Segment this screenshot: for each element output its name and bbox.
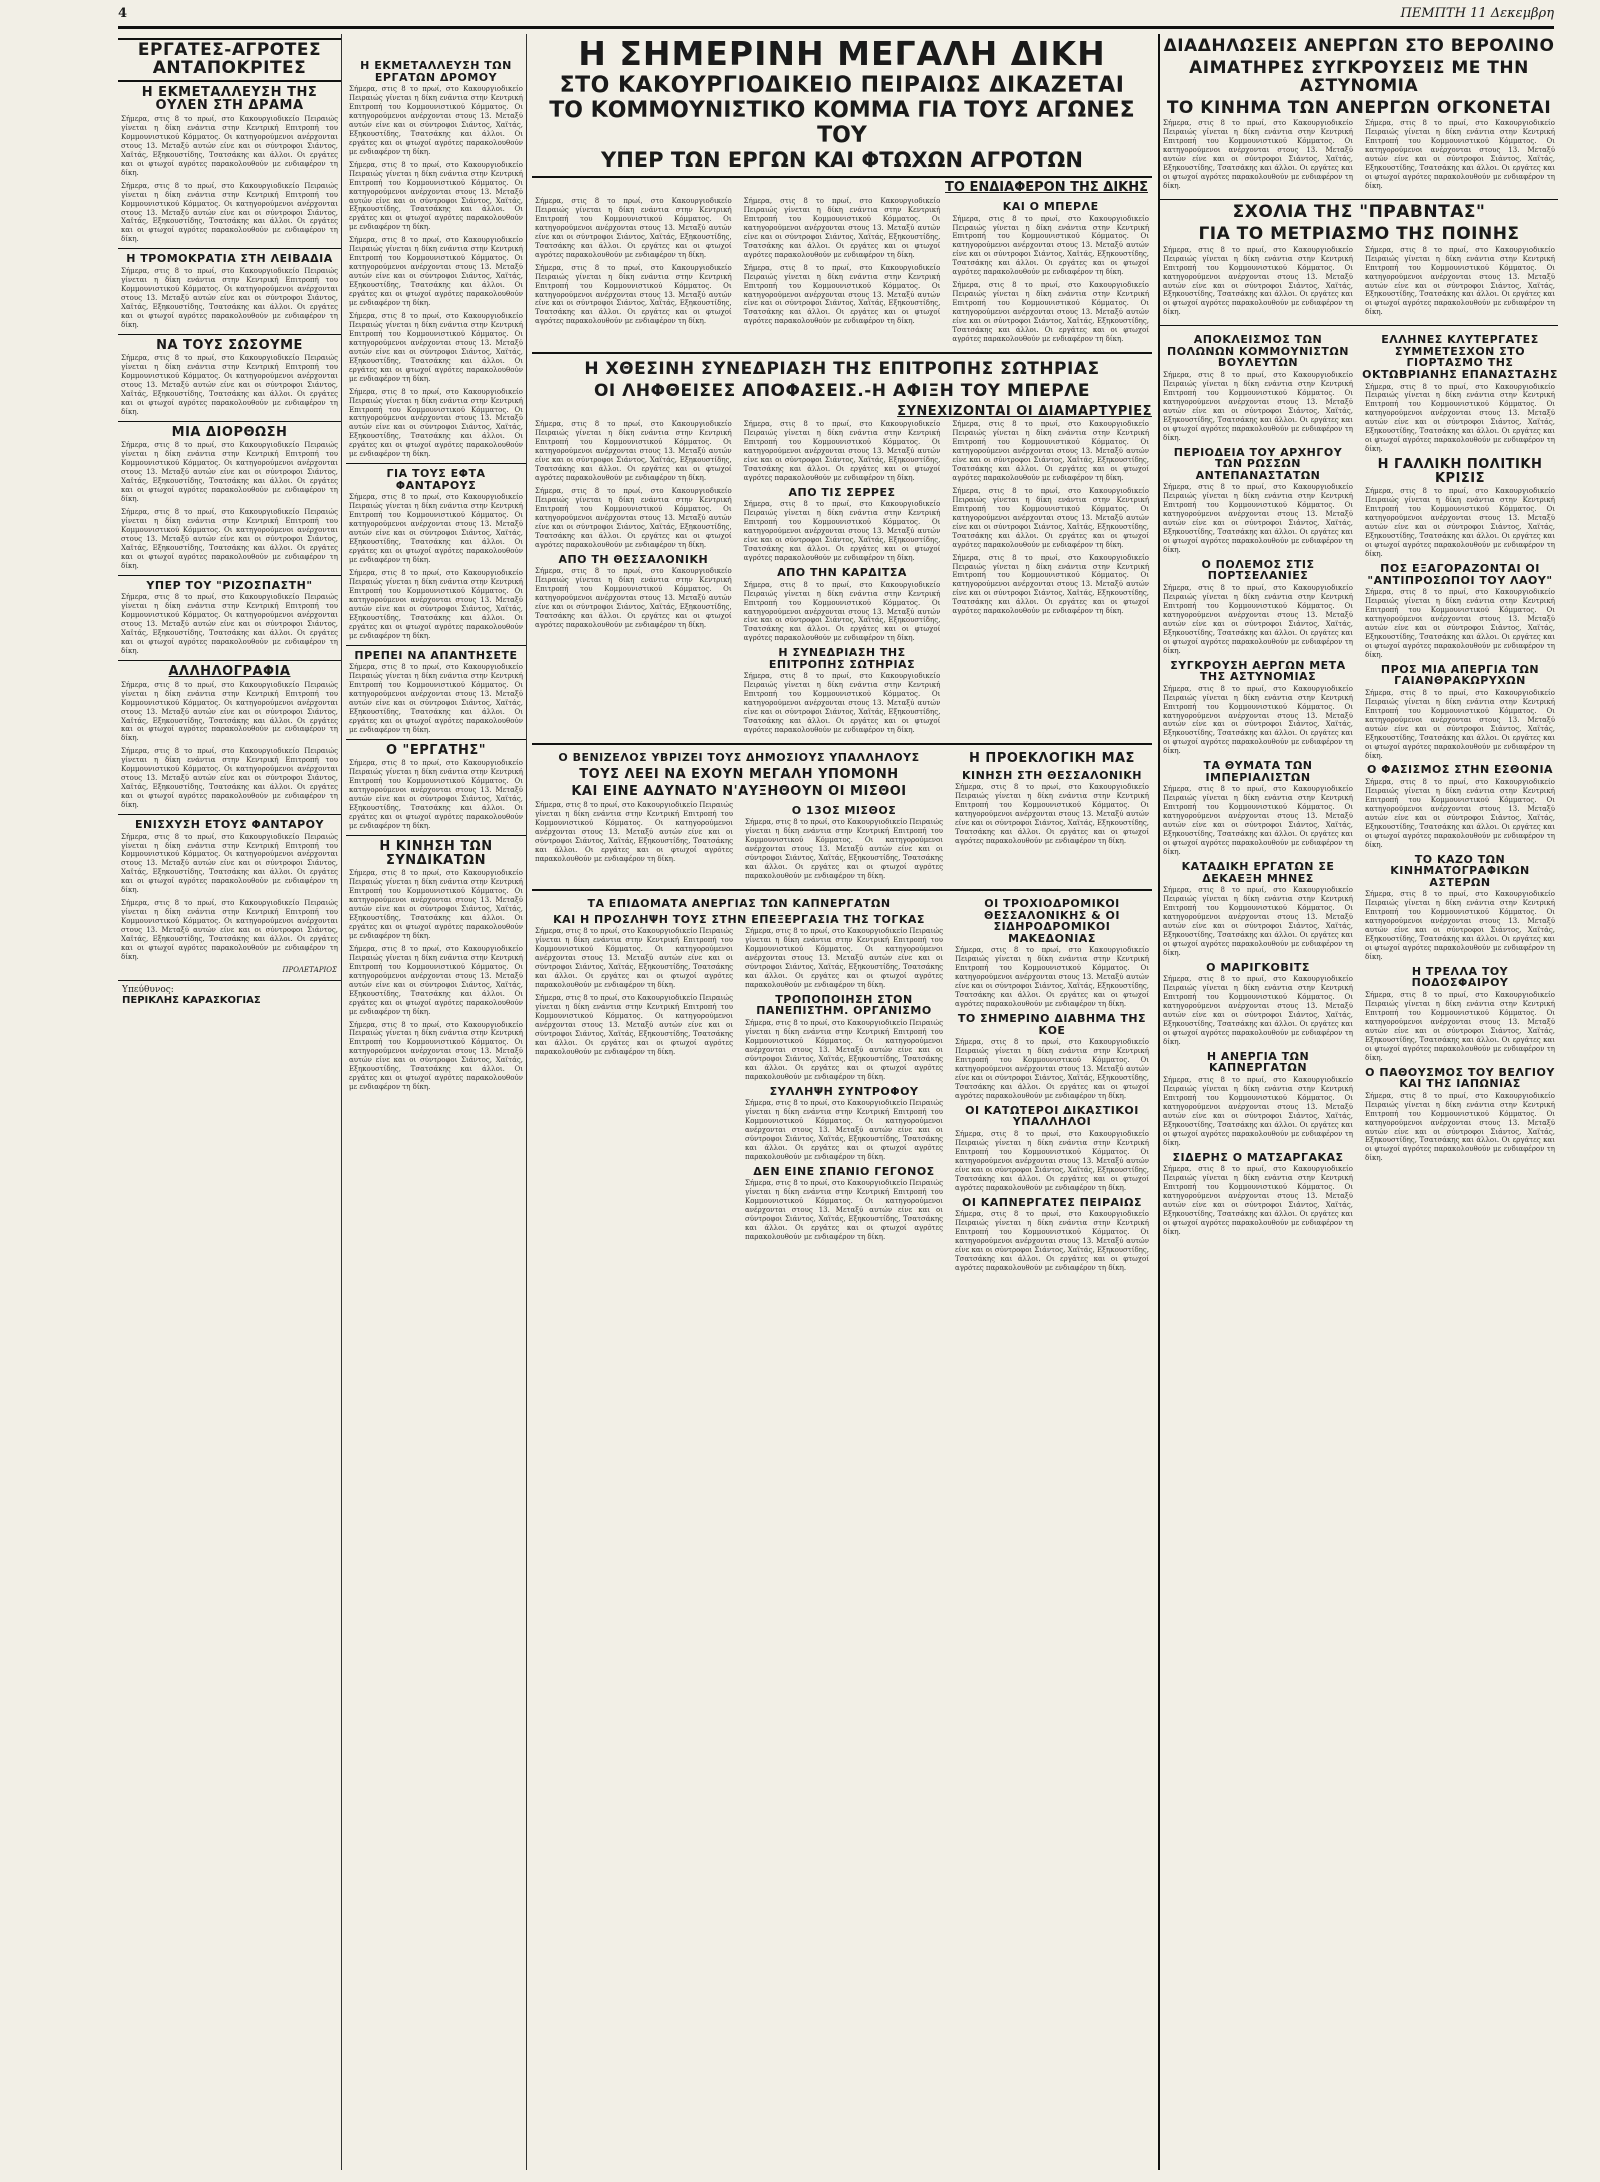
article-headline: ΚΑΙ Η ΠΡΟΣΛΗΨΗ ΤΟΥΣ ΣΤΗΝ ΕΠΕΞΕΡΓΑΣΙΑ ΤΗΣ ΤΟΓΚΑΣ (553, 912, 925, 926)
article-body: Σήμερα, στις 8 το πρωί, στο Κακουργιοδικείο Πειραιώς γίνεται η δίκη ενάντια στην Κεντρική Επιτροπή του Κομμουνιστικού Κόμματος. Οι κατηγορούμενοι ανέρχονται στους 13. Μεταξύ αυτών είνε και οι σύντροφοι Σιάντος, Χαϊτάς, Εξηκουστίδης, Τσατσάκης και άλλοι. Οι εργάτες και οι φτωχοί αγρότες παρακολουθούν με ενδιαφέρον τη δίκη. (121, 441, 338, 504)
article-body: Σήμερα, στις 8 το πρωί, στο Κακουργιοδικείο Πειραιώς γίνεται η δίκη ενάντια στην Κεντρική Επιτροπή του Κομμουνιστικού Κόμματος. Οι κατηγορούμενοι ανέρχονται στους 13. Μεταξύ αυτών είνε και οι σύντροφοι Σιάντος, Χαϊτάς, Εξηκουστίδης, Τσατσάκης και άλλοι. Οι εργάτες και οι φτωχοί αγρότες παρακολουθούν με ενδιαφέρον τη δίκη. (1163, 975, 1353, 1046)
section-banner: ΕΡΓΑΤΕΣ-ΑΓΡΟΤΕΣ ΑΝΤΑΠΟΚΡΙΤΕΣ (118, 38, 341, 82)
article-body: Σήμερα, στις 8 το πρωί, στο Κακουργιοδικείο Πειραιώς γίνεται η δίκη ενάντια στην Κεντρική Επιτροπή του Κομμουνιστικού Κόμματος. Οι κατηγορούμενοι ανέρχονται στους 13. Μεταξύ αυτών είνε και οι σύντροφοι Σιάντος, Χαϊτάς, Εξηκουστίδης, Τσατσάκης και άλλοι. Οι εργάτες και οι φτωχοί αγρότες παρακολουθούν με ενδιαφέρον τη δίκη. (955, 1038, 1149, 1100)
article-headline: ΑΙΜΑΤΗΡΕΣ ΣΥΓΚΡΟΥΣΕΙΣ ΜΕ ΤΗΝ ΑΣΤΥΝΟΜΙΑ (1189, 57, 1529, 96)
article-body: Σήμερα, στις 8 το πρωί, στο Κακουργιοδικείο Πειραιώς γίνεται η δίκη ενάντια στην Κεντρική Επιτροπή του Κομμουνιστικού Κόμματος. Οι κατηγορούμενοι ανέρχονται στους 13. Μεταξύ αυτών είνε και οι σύντροφοι Σιάντος, Χαϊτάς, Εξηκουστίδης, Τσατσάκης και άλλοι. Οι εργάτες και οι φτωχοί αγρότες παρακολουθούν με ενδιαφέρον τη δίκη. (745, 1099, 943, 1161)
article-body: Σήμερα, στις 8 το πρωί, στο Κακουργιοδικείο Πειραιώς γίνεται η δίκη ενάντια στην Κεντρική Επιτροπή του Κομμουνιστικού Κόμματος. Οι κατηγορούμενοι ανέρχονται στους 13. Μεταξύ αυτών είνε και οι σύντροφοι Σιάντος, Χαϊτάς, Εξηκουστίδης, Τσατσάκης και άλλοι. Οι εργάτες και οι φτωχοί αγρότες παρακολουθούν με ενδιαφέρον τη δίκη. (1163, 684, 1353, 756)
article-body: Σήμερα, στις 8 το πρωί, στο Κακουργιοδικείο Πειραιώς γίνεται η δίκη ενάντια στην Κεντρική Επιτροπή του Κομμουνιστικού Κόμματος. Οι κατηγορούμενοι ανέρχονται στους 13. Μεταξύ αυτών είνε και οι σύντροφοι Σιάντος, Χαϊτάς, Εξηκουστίδης, Τσατσάκης και άλλοι. Οι εργάτες και οι φτωχοί αγρότες παρακολουθούν με ενδιαφέρον τη δίκη. (952, 553, 1150, 616)
article-headline: ΤΑ ΘΥΜΑΤΑ ΤΩΝ ΙΜΠΕΡΙΑΛΙΣΤΩΝ (1203, 759, 1313, 784)
article-headline: Η ΕΚΜΕΤΑΛΛΕΥΣΗ ΤΩΝ ΕΡΓΑΤΩΝ ΔΡΟΜΟΥ (360, 59, 512, 84)
article-body: Σήμερα, στις 8 το πρωί, στο Κακουργιοδικείο Πειραιώς γίνεται η δίκη ενάντια στην Κεντρική Επιτροπή του Κομμουνιστικού Κόμματος. Οι κατηγορούμενοι ανέρχονται στους 13. Μεταξύ αυτών είνε και οι σύντροφοι Σιάντος, Χαϊτάς, Εξηκουστίδης, Τσατσάκης και άλλοι. Οι εργάτες και οι φτωχοί αγρότες παρακολουθούν με ενδιαφέρον τη δίκη. (1163, 583, 1353, 655)
article-headline: ΠΡΟΣ ΜΙΑ ΑΠΕΡΓΙΑ ΤΩΝ ΓΑΙΑΝΘΡΑΚΩΡΥΧΩΝ (1380, 662, 1540, 688)
column-center (532, 34, 1152, 2170)
article-body: Σήμερα, στις 8 το πρωί, στο Κακουργιοδικείο Πειραιώς γίνεται η δίκη ενάντια στην Κεντρική Επιτροπή του Κομμουνιστικού Κόμματος. Οι κατηγορούμενοι ανέρχονται στους 13. Μεταξύ αυτών είνε και οι σύντροφοι Σιάντος, Χαϊτάς, Εξηκουστίδης, Τσατσάκης και άλλοι. Οι εργάτες και οι φτωχοί αγρότες παρακολουθούν με ενδιαφέρον τη δίκη. (1163, 245, 1353, 317)
article-body: Σήμερα, στις 8 το πρωί, στο Κακουργιοδικείο Πειραιώς γίνεται η δίκη ενάντια στην Κεντρική Επιτροπή του Κομμουνιστικού Κόμματος. Οι κατηγορούμενοι ανέρχονται στους 13. Μεταξύ αυτών είνε και οι σύντροφοι Σιάντος, Χαϊτάς, Εξηκουστίδης, Τσατσάκης και άλλοι. Οι εργάτες και οι φτωχοί αγρότες παρακολουθούν με ενδιαφέρον τη δίκη. (743, 197, 941, 259)
article-body: Σήμερα, στις 8 το πρωί, στο Κακουργιοδικείο Πειραιώς γίνεται η δίκη ενάντια στην Κεντρική Επιτροπή του Κομμουνιστικού Κόμματος. Οι κατηγορούμενοι ανέρχονται στους 13. Μεταξύ αυτών είνε και οι σύντροφοι Σιάντος, Χαϊτάς, Εξηκουστίδης, Τσατσάκης και άλλοι. Οι εργάτες και οι φτωχοί αγρότες παρακολουθούν με ενδιαφέρον τη δίκη. (955, 783, 1149, 845)
article-subheadline: ΚΑΙ Ο ΜΠΕΡΛΕ (1002, 200, 1099, 213)
article-body: Σήμερα, στις 8 το πρωί, στο Κακουργιοδικείο Πειραιώς γίνεται η δίκη ενάντια στην Κεντρική Επιτροπή του Κομμουνιστικού Κόμματος. Οι κατηγορούμενοι ανέρχονται στους 13. Μεταξύ αυτών είνε και οι σύντροφοι Σιάντος, Χαϊτάς, Εξηκουστίδης, Τσατσάκης και άλλοι. Οι εργάτες και οι φτωχοί αγρότες παρακολουθούν με ενδιαφέρον τη δίκη. (1163, 785, 1353, 857)
article-headline: ΟΙ ΚΑΠΝΕΡΓΑΤΕΣ ΠΕΙΡΑΙΩΣ (961, 1195, 1143, 1209)
meeting-article (532, 352, 1152, 739)
page-number: 4 (118, 6, 128, 21)
article-headline: ΣΧΟΛΙΑ ΤΗΣ "ΠΡΑΒΝΤΑΣ" (1232, 202, 1486, 222)
article-body: Σήμερα, στις 8 το πρωί, στο Κακουργιοδικείο Πειραιώς γίνεται η δίκη ενάντια στην Κεντρική Επιτροπή του Κομμουνιστικού Κόμματος. Οι κατηγορούμενοι ανέρχονται στους 13. Μεταξύ αυτών είνε και οι σύντροφοι Σιάντος, Χαϊτάς, Εξηκουστίδης, Τσατσάκης και άλλοι. Οι εργάτες και οι φτωχοί αγρότες παρακολουθούν με ενδιαφέρον τη δίκη. (1365, 688, 1555, 760)
article-headline: Ο "ΕΡΓΑΤΗΣ" (385, 742, 486, 758)
article-body: Σήμερα, στις 8 το πρωί, στο Κακουργιοδικείο Πειραιώς γίνεται η δίκη ενάντια στην Κεντρική Επιτροπή του Κομμουνιστικού Κόμματος. Οι κατηγορούμενοι ανέρχονται στους 13. Μεταξύ αυτών είνε και οι σύντροφοι Σιάντος, Χαϊτάς, Εξηκουστίδης, Τσατσάκης και άλλοι. Οι εργάτες και οι φτωχοί αγρότες παρακολουθούν με ενδιαφέρον τη δίκη. (745, 1019, 943, 1081)
article-headline: ΚΑΤΑΔΙΚΗ ΕΡΓΑΤΩΝ ΣΕ ΔΕΚΑΕΞΗ ΜΗΝΕΣ (1181, 860, 1335, 885)
article-body: Σήμερα, στις 8 το πρωί, στο Κακουργιοδικείο Πειραιώς γίνεται η δίκη ενάντια στην Κεντρική Επιτροπή του Κομμουνιστικού Κόμματος. Οι κατηγορούμενοι ανέρχονται στους 13. Μεταξύ αυτών είνε και οι σύντροφοι Σιάντος, Χαϊτάς, Εξηκουστίδης, Τσατσάκης και άλλοι. Οι εργάτες και οι φτωχοί αγρότες παρακολουθούν με ενδιαφέρον τη δίκη. (743, 263, 941, 326)
article-body: Σήμερα, στις 8 το πρωί, στο Κακουργιοδικείο Πειραιώς γίνεται η δίκη ενάντια στην Κεντρική Επιτροπή του Κομμουνιστικού Κόμματος. Οι κατηγορούμενοι ανέρχονται στους 13. Μεταξύ αυτών είνε και οι σύντροφοι Σιάντος, Χαϊτάς, Εξηκουστίδης, Τσατσάκης και άλλοι. Οι εργάτες και οι φτωχοί αγρότες παρακολουθούν με ενδιαφέρον τη δίκη. (1365, 588, 1555, 659)
article-headline: ΤΟΥΣ ΛΕΕΙ ΝΑ ΕΧΟΥΝ ΜΕΓΑΛΗ ΥΠΟΜΟΝΗ (579, 766, 899, 782)
column-foreign-news (1158, 34, 1558, 2170)
article-headline: ΕΝΙΣΧΥΣΗ ΕΤΟΥΣ ΦΑΝΤΑΡΟΥ (135, 818, 324, 832)
article-body: Σήμερα, στις 8 το πρωί, στο Κακουργιοδικείο Πειραιώς γίνεται η δίκη ενάντια στην Κεντρική Επιτροπή του Κομμουνιστικού Κόμματος. Οι κατηγορούμενοι ανέρχονται στους 13. Μεταξύ αυτών είνε και οι σύντροφοι Σιάντος, Χαϊτάς, Εξηκουστίδης, Τσατσάκης και άλλοι. Οι εργάτες και οι φτωχοί αγρότες παρακολουθούν με ενδιαφέρον τη δίκη. (349, 759, 523, 831)
article-body: Σήμερα, στις 8 το πρωί, στο Κακουργιοδικείο Πειραιώς γίνεται η δίκη ενάντια στην Κεντρική Επιτροπή του Κομμουνιστικού Κόμματος. Οι κατηγορούμενοι ανέρχονται στους 13. Μεταξύ αυτών είνε και οι σύντροφοι Σιάντος, Χαϊτάς, Εξηκουστίδης, Τσατσάκης και άλλοι. Οι εργάτες και οι φτωχοί αγρότες παρακολουθούν με ενδιαφέρον τη δίκη. (1365, 245, 1555, 317)
article-headline: Η ΤΡΕΛΛΑ ΤΟΥ ΠΟΔΟΣΦΑΙΡΟΥ (1411, 964, 1509, 990)
main-headline-block (532, 34, 1152, 178)
article-body: Σήμερα, στις 8 το πρωί, στο Κακουργιοδικείο Πειραιώς γίνεται η δίκη ενάντια στην Κεντρική Επιτροπή του Κομμουνιστικού Κόμματος. Οι κατηγορούμενοι ανέρχονται στους 13. Μεταξύ αυτών είνε και οι σύντροφοι Σιάντος, Χαϊτάς, Εξηκουστίδης, Τσατσάκης και άλλοι. Οι εργάτες και οι φτωχοί αγρότες παρακολουθούν με ενδιαφέρον τη δίκη. (349, 663, 523, 734)
article-headline: ΜΙΑ ΔΙΟΡΘΩΣΗ (171, 424, 288, 440)
article-body: Σήμερα, στις 8 το πρωί, στο Κακουργιοδικείο Πειραιώς γίνεται η δίκη ενάντια στην Κεντρική Επιτροπή του Κομμουνιστικού Κόμματος. Οι κατηγορούμενοι ανέρχονται στους 13. Μεταξύ αυτών είνε και οι σύντροφοι Σιάντος, Χαϊτάς, Εξηκουστίδης, Τσατσάκης και άλλοι. Οι εργάτες και οι φτωχοί αγρότες παρακολουθούν με ενδιαφέρον τη δίκη. (1365, 991, 1555, 1062)
article-body: Σήμερα, στις 8 το πρωί, στο Κακουργιοδικείο Πειραιώς γίνεται η δίκη ενάντια στην Κεντρική Επιτροπή του Κομμουνιστικού Κόμματος. Οι κατηγορούμενοι ανέρχονται στους 13. Μεταξύ αυτών είνε και οι σύντροφοι Σιάντος, Χαϊτάς, Εξηκουστίδης, Τσατσάκης και άλλοι. Οι εργάτες και οι φτωχοί αγρότες παρακολουθούν με ενδιαφέρον τη δίκη. (349, 944, 523, 1016)
article-headline: Ο ΦΑΣΙΣΜΟΣ ΣΤΗΝ ΕΣΘΟΝΙΑ (1366, 763, 1554, 777)
article-body: Σήμερα, στις 8 το πρωί, στο Κακουργιοδικείο Πειραιώς γίνεται η δίκη ενάντια στην Κεντρική Επιτροπή του Κομμουνιστικού Κόμματος. Οι κατηγορούμενοι ανέρχονται στους 13. Μεταξύ αυτών είνε και οι σύντροφοι Σιάντος, Χαϊτάς, Εξηκουστίδης, Τσατσάκης και άλλοι. Οι εργάτες και οι φτωχοί αγρότες παρακολουθούν με ενδιαφέρον τη δίκη. (952, 281, 1150, 343)
main-headline-line4: ΥΠΕΡ ΤΩΝ ΕΡΓΩΝ ΚΑΙ ΦΤΩΧΩΝ ΑΓΡΟΤΩΝ (601, 148, 1083, 172)
article-body: Σήμερα, στις 8 το πρωί, στο Κακουργιοδικείο Πειραιώς γίνεται η δίκη ενάντια στην Κεντρική Επιτροπή του Κομμουνιστικού Κόμματος. Οι κατηγορούμενοι ανέρχονται στους 13. Μεταξύ αυτών είνε και οι σύντροφοι Σιάντος, Χαϊτάς, Εξηκουστίδης, Τσατσάκης και άλλοι. Οι εργάτες και οι φτωχοί αγρότες παρακολουθούν με ενδιαφέρον τη δίκη. (745, 927, 943, 989)
article-headline: ΠΟΣ ΕΞΑΓΟΡΑΖΟΝΤΑΙ ΟΙ "ΑΝΤΙΠΡΟΣΩΠΟΙ ΤΟΥ ΛΑΟΥ" (1367, 562, 1553, 587)
article-body: Σήμερα, στις 8 το πρωί, στο Κακουργιοδικείο Πειραιώς γίνεται η δίκη ενάντια στην Κεντρική Επιτροπή του Κομμουνιστικού Κόμματος. Οι κατηγορούμενοι ανέρχονται στους 13. Μεταξύ αυτών είνε και οι σύντροφοι Σιάντος, Χαϊτάς, Εξηκουστίδης, Τσατσάκης και άλλοι. Οι εργάτες και οι φτωχοί αγρότες παρακολουθούν με ενδιαφέρον τη δίκη. (955, 1210, 1149, 1272)
article-headline: ΔΙΑΔΗΛΩΣΕΙΣ ΑΝΕΡΓΩΝ ΣΤΟ ΒΕΡΟΛΙΝΟ (1163, 36, 1555, 56)
main-headline-line2: ΣΤΟ ΚΑΚΟΥΡΓΙΟΔΙΚΕΙΟ ΠΕΙΡΑΙΩΣ ΔΙΚΑΖΕΤΑΙ (559, 73, 1125, 98)
article-body: Σήμερα, στις 8 το πρωί, στο Κακουργιοδικείο Πειραιώς γίνεται η δίκη ενάντια στην Κεντρική Επιτροπή του Κομμουνιστικού Κόμματος. Οι κατηγορούμενοι ανέρχονται στους 13. Μεταξύ αυτών είνε και οι σύντροφοι Σιάντος, Χαϊτάς, Εξηκουστίδης, Τσατσάκης και άλλοι. Οι εργάτες και οι φτωχοί αγρότες παρακολουθούν με ενδιαφέρον τη δίκη. (1163, 886, 1353, 957)
trial-article (532, 197, 1152, 348)
article-body: Σήμερα, στις 8 το πρωί, στο Κακουργιοδικείο Πειραιώς γίνεται η δίκη ενάντια στην Κεντρική Επιτροπή του Κομμουνιστικού Κόμματος. Οι κατηγορούμενοι ανέρχονται στους 13. Μεταξύ αυτών είνε και οι σύντροφοι Σιάντος, Χαϊτάς, Εξηκουστίδης, Τσατσάκης και άλλοι. Οι εργάτες και οι φτωχοί αγρότες παρακολουθούν με ενδιαφέρον τη δίκη. (349, 85, 523, 156)
article-headline: ΟΙ ΤΡΟΧΙΟΔΡΟΜΙΚΟΙ ΘΕΣΣΑΛΟΝΙΚΗΣ & ΟΙ ΣΙΔΗΡΟΔΡΟΜΙΚΟΙ ΜΑΚΕΔΟΝΙΑΣ (983, 897, 1120, 945)
venizelos-and-election-row (532, 743, 1152, 885)
article-headline: ΓΙΑ ΤΟ ΜΕΤΡΙΑΣΜΟ ΤΗΣ ΠΟΙΝΗΣ (1198, 223, 1520, 244)
article-headline: ΤΟ ΚΑΖΟ ΤΩΝ ΚΙΝΗΜΑΤΟΓΡΑΦΙΚΩΝ ΑΣΤΕΡΩΝ (1390, 852, 1530, 889)
article-body: Σήμερα, στις 8 το πρωί, στο Κακουργιοδικείο Πειραιώς γίνεται η δίκη ενάντια στην Κεντρική Επιτροπή του Κομμουνιστικού Κόμματος. Οι κατηγορούμενοι ανέρχονται στους 13. Μεταξύ αυτών είνε και οι σύντροφοι Σιάντος, Χαϊτάς, Εξηκουστίδης, Τσατσάκης και άλλοι. Οι εργάτες και οι φτωχοί αγρότες παρακολουθούν με ενδιαφέρον τη δίκη. (1163, 483, 1353, 554)
column-2 (346, 34, 527, 2170)
article-headline: Ο ΒΕΝΙΖΕΛΟΣ ΥΒΡΙΖΕΙ ΤΟΥΣ ΔΗΜΟΣΙΟΥΣ ΥΠΑΛΛΗΛΟΥΣ (558, 751, 920, 765)
article-body: Σήμερα, στις 8 το πρωί, στο Κακουργιοδικείο Πειραιώς γίνεται η δίκη ενάντια στην Κεντρική Επιτροπή του Κομμουνιστικού Κόμματος. Οι κατηγορούμενοι ανέρχονται στους 13. Μεταξύ αυτών είνε και οι σύντροφοι Σιάντος, Χαϊτάς, Εξηκουστίδης, Τσατσάκης και άλλοι. Οι εργάτες και οι φτωχοί αγρότες παρακολουθούν με ενδιαφέρον τη δίκη. (121, 747, 338, 810)
article-body: Σήμερα, στις 8 το πρωί, στο Κακουργιοδικείο Πειραιώς γίνεται η δίκη ενάντια στην Κεντρική Επιτροπή του Κομμουνιστικού Κόμματος. Οι κατηγορούμενοι ανέρχονται στους 13. Μεταξύ αυτών είνε και οι σύντροφοι Σιάντος, Χαϊτάς, Εξηκουστίδης, Τσατσάκης και άλλοι. Οι εργάτες και οι φτωχοί αγρότες παρακολουθούν με ενδιαφέρον τη δίκη. (1163, 1075, 1353, 1147)
article-body: Σήμερα, στις 8 το πρωί, στο Κακουργιοδικείο Πειραιώς γίνεται η δίκη ενάντια στην Κεντρική Επιτροπή του Κομμουνιστικού Κόμματος. Οι κατηγορούμενοι ανέρχονται στους 13. Μεταξύ αυτών είνε και οι σύντροφοι Σιάντος, Χαϊτάς, Εξηκουστίδης, Τσατσάκης και άλλοι. Οι εργάτες και οι φτωχοί αγρότες παρακολουθούν με ενδιαφέρον τη δίκη. (349, 236, 523, 308)
article-body: Σήμερα, στις 8 το πρωί, στο Κακουργιοδικείο Πειραιώς γίνεται η δίκη ενάντια στην Κεντρική Επιτροπή του Κομμουνιστικού Κόμματος. Οι κατηγορούμενοι ανέρχονται στους 13. Μεταξύ αυτών είνε και οι σύντροφοι Σιάντος, Χαϊτάς, Εξηκουστίδης, Τσατσάκης και άλλοι. Οι εργάτες και οι φτωχοί αγρότες παρακολουθούν με ενδιαφέρον τη δίκη. (743, 500, 941, 563)
article-body: Σήμερα, στις 8 το πρωί, στο Κακουργιοδικείο Πειραιώς γίνεται η δίκη ενάντια στην Κεντρική Επιτροπή του Κομμουνιστικού Κόμματος. Οι κατηγορούμενοι ανέρχονται στους 13. Μεταξύ αυτών είνε και οι σύντροφοι Σιάντος, Χαϊτάς, Εξηκουστίδης, Τσατσάκης και άλλοι. Οι εργάτες και οι φτωχοί αγρότες παρακολουθούν με ενδιαφέρον τη δίκη. (952, 420, 1150, 482)
article-headline: ΚΑΙ ΕΙΝΕ ΑΔΥΝΑΤΟ Ν'ΑΥΞΗΘΟΥΝ ΟΙ ΜΙΣΘΟΙ (571, 784, 907, 800)
article-body: Σήμερα, στις 8 το πρωί, στο Κακουργιοδικείο Πειραιώς γίνεται η δίκη ενάντια στην Κεντρική Επιτροπή του Κομμουνιστικού Κόμματος. Οι κατηγορούμενοι ανέρχονται στους 13. Μεταξύ αυτών είνε και οι σύντροφοι Σιάντος, Χαϊτάς, Εξηκουστίδης, Τσατσάκης και άλλοι. Οι εργάτες και οι φτωχοί αγρότες παρακολουθούν με ενδιαφέρον τη δίκη. (121, 354, 338, 416)
article-headline: ΕΛΛΗΝΕΣ ΚΛΥΤΕΡΓΑΤΕΣ ΣΥΜΜΕΤΕΣΧΟΝ ΣΤΟ ΓΙΟΡΤΑΣΜΟ ΤΗΣ ΟΚΤΩΒΡΙΑΝΗΣ ΕΠΑΝΑΣΤΑΣΗΣ (1362, 333, 1558, 381)
article-body: Σήμερα, στις 8 το πρωί, στο Κακουργιοδικείο Πειραιώς γίνεται η δίκη ενάντια στην Κεντρική Επιτροπή του Κομμουνιστικού Κόμματος. Οι κατηγορούμενοι ανέρχονται στους 13. Μεταξύ αυτών είνε και οι σύντροφοι Σιάντος, Χαϊτάς, Εξηκουστίδης, Τσατσάκης και άλλοι. Οι εργάτες και οι φτωχοί αγρότες παρακολουθούν με ενδιαφέρον τη δίκη. (349, 160, 523, 232)
article-body: Σήμερα, στις 8 το πρωί, στο Κακουργιοδικείο Πειραιώς γίνεται η δίκη ενάντια στην Κεντρική Επιτροπή του Κομμουνιστικού Κόμματος. Οι κατηγορούμενοι ανέρχονται στους 13. Μεταξύ αυτών είνε και οι σύντροφοι Σιάντος, Χαϊτάς, Εξηκουστίδης, Τσατσάκης και άλλοι. Οι εργάτες και οι φτωχοί αγρότες παρακολουθούν με ενδιαφέρον τη δίκη. (349, 311, 523, 383)
article-body: Σήμερα, στις 8 το πρωί, στο Κακουργιοδικείο Πειραιώς γίνεται η δίκη ενάντια στην Κεντρική Επιτροπή του Κομμουνιστικού Κόμματος. Οι κατηγορούμενοι ανέρχονται στους 13. Μεταξύ αυτών είνε και οι σύντροφοι Σιάντος, Χαϊτάς, Εξηκουστίδης, Τσατσάκης και άλλοι. Οι εργάτες και οι φτωχοί αγρότες παρακολουθούν με ενδιαφέρον τη δίκη. (121, 181, 338, 244)
article-body: Σήμερα, στις 8 το πρωί, στο Κακουργιοδικείο Πειραιώς γίνεται η δίκη ενάντια στην Κεντρική Επιτροπή του Κομμουνιστικού Κόμματος. Οι κατηγορούμενοι ανέρχονται στους 13. Μεταξύ αυτών είνε και οι σύντροφοι Σιάντος, Χαϊτάς, Εξηκουστίδης, Τσατσάκης και άλλοι. Οι εργάτες και οι φτωχοί αγρότες παρακολουθούν με ενδιαφέρον τη δίκη. (349, 869, 523, 940)
article-body: Σήμερα, στις 8 το πρωί, στο Κακουργιοδικείο Πειραιώς γίνεται η δίκη ενάντια στην Κεντρική Επιτροπή του Κομμουνιστικού Κόμματος. Οι κατηγορούμενοι ανέρχονται στους 13. Μεταξύ αυτών είνε και οι σύντροφοι Σιάντος, Χαϊτάς, Εξηκουστίδης, Τσατσάκης και άλλοι. Οι εργάτες και οι φτωχοί αγρότες παρακολουθούν με ενδιαφέρον τη δίκη. (349, 1020, 523, 1092)
sub-headline: ΤΟ ΕΝΔΙΑΦΕΡΟΝ ΤΗΣ ΔΙΚΗΣ (945, 180, 1148, 195)
article-body: Σήμερα, στις 8 το πρωί, στο Κακουργιοδικείο Πειραιώς γίνεται η δίκη ενάντια στην Κεντρική Επιτροπή του Κομμουνιστικού Κόμματος. Οι κατηγορούμενοι ανέρχονται στους 13. Μεταξύ αυτών είνε και οι σύντροφοι Σιάντος, Χαϊτάς, Εξηκουστίδης, Τσατσάκης και άλλοι. Οι εργάτες και οι φτωχοί αγρότες παρακολουθούν με ενδιαφέρον τη δίκη. (1365, 119, 1555, 191)
article-body: Σήμερα, στις 8 το πρωί, στο Κακουργιοδικείο Πειραιώς γίνεται η δίκη ενάντια στην Κεντρική Επιτροπή του Κομμουνιστικού Κόμματος. Οι κατηγορούμενοι ανέρχονται στους 13. Μεταξύ αυτών είνε και οι σύντροφοι Σιάντος, Χαϊτάς, Εξηκουστίδης, Τσατσάκης και άλλοι. Οι εργάτες και οι φτωχοί αγρότες παρακολουθούν με ενδιαφέρον τη δίκη. (743, 580, 941, 643)
article-body: Σήμερα, στις 8 το πρωί, στο Κακουργιοδικείο Πειραιώς γίνεται η δίκη ενάντια στην Κεντρική Επιτροπή του Κομμουνιστικού Κόμματος. Οι κατηγορούμενοι ανέρχονται στους 13. Μεταξύ αυτών είνε και οι σύντροφοι Σιάντος, Χαϊτάς, Εξηκουστίδης, Τσατσάκης και άλλοι. Οι εργάτες και οι φτωχοί αγρότες παρακολουθούν με ενδιαφέρον τη δίκη. (1365, 487, 1555, 559)
column-correspondents (118, 34, 342, 2170)
article-headline: Η ΚΙΝΗΣΗ ΤΩΝ ΣΥΝΔΙΚΑΤΩΝ (379, 839, 493, 868)
article-headline: ΣΥΓΚΡΟΥΣΗ ΑΕΡΓΩΝ ΜΕΤΑ ΤΗΣ ΑΣΤΥΝΟΜΙΑΣ (1170, 658, 1346, 684)
article-body: Σήμερα, στις 8 το πρωί, στο Κακουργιοδικείο Πειραιώς γίνεται η δίκη ενάντια στην Κεντρική Επιτροπή του Κομμουνιστικού Κόμματος. Οι κατηγορούμενοι ανέρχονται στους 13. Μεταξύ αυτών είνε και οι σύντροφοι Σιάντος, Χαϊτάς, Εξηκουστίδης, Τσατσάκης και άλλοι. Οι εργάτες και οι φτωχοί αγρότες παρακολουθούν με ενδιαφέρον τη δίκη. (952, 486, 1150, 549)
article-body: Σήμερα, στις 8 το πρωί, στο Κακουργιοδικείο Πειραιώς γίνεται η δίκη ενάντια στην Κεντρική Επιτροπή του Κομμουνιστικού Κόμματος. Οι κατηγορούμενοι ανέρχονται στους 13. Μεταξύ αυτών είνε και οι σύντροφοι Σιάντος, Χαϊτάς, Εξηκουστίδης, Τσατσάκης και άλλοι. Οι εργάτες και οι φτωχοί αγρότες παρακολουθούν με ενδιαφέρον τη δίκη. (1163, 370, 1353, 442)
article-body: Σήμερα, στις 8 το πρωί, στο Κακουργιοδικείο Πειραιώς γίνεται η δίκη ενάντια στην Κεντρική Επιτροπή του Κομμουνιστικού Κόμματος. Οι κατηγορούμενοι ανέρχονται στους 13. Μεταξύ αυτών είνε και οι σύντροφοι Σιάντος, Χαϊτάς, Εξηκουστίδης, Τσατσάκης και άλλοι. Οι εργάτες και οι φτωχοί αγρότες παρακολουθούν με ενδιαφέρον τη δίκη. (535, 800, 733, 863)
article-headline: Η ΓΑΛΛΙΚΗ ΠΟΛΙΤΙΚΗ ΚΡΙΣΙΣ (1377, 457, 1543, 486)
article-headline: ΠΕΡΙΟΔΕΙΑ ΤΟΥ ΑΡΧΗΓΟΥ ΤΩΝ ΡΩΣΣΩΝ ΑΝΤΕΠΑΝΑΣΤΑΤΩΝ (1173, 445, 1343, 482)
article-body: Σήμερα, στις 8 το πρωί, στο Κακουργιοδικείο Πειραιώς γίνεται η δίκη ενάντια στην Κεντρική Επιτροπή του Κομμουνιστικού Κόμματος. Οι κατηγορούμενοι ανέρχονται στους 13. Μεταξύ αυτών είνε και οι σύντροφοι Σιάντος, Χαϊτάς, Εξηκουστίδης, Τσατσάκης και άλλοι. Οι εργάτες και οι φτωχοί αγρότες παρακολουθούν με ενδιαφέρον τη δίκη. (349, 568, 523, 640)
article-headline: Η ΧΘΕΣΙΝΗ ΣΥΝΕΔΡΙΑΣΗ ΤΗΣ ΕΠΙΤΡΟΠΗΣ ΣΩΤΗΡΙΑΣ (584, 358, 1100, 379)
article-body: Σήμερα, στις 8 το πρωί, στο Κακουργιοδικείο Πειραιώς γίνεται η δίκη ενάντια στην Κεντρική Επιτροπή του Κομμουνιστικού Κόμματος. Οι κατηγορούμενοι ανέρχονται στους 13. Μεταξύ αυτών είνε και οι σύντροφοι Σιάντος, Χαϊτάς, Εξηκουστίδης, Τσατσάκης και άλλοι. Οι εργάτες και οι φτωχοί αγρότες παρακολουθούν με ενδιαφέρον τη δίκη. (745, 818, 943, 881)
article-headline: Η ΤΡΟΜΟΚΡΑΤΙΑ ΣΤΗ ΛΕΙΒΑΔΙΑ (126, 252, 333, 266)
article-body: Σήμερα, στις 8 το πρωί, στο Κακουργιοδικείο Πειραιώς γίνεται η δίκη ενάντια στην Κεντρική Επιτροπή του Κομμουνιστικού Κόμματος. Οι κατηγορούμενοι ανέρχονται στους 13. Μεταξύ αυτών είνε και οι σύντροφοι Σιάντος, Χαϊτάς, Εξηκουστίδης, Τσατσάκης και άλλοι. Οι εργάτες και οι φτωχοί αγρότες παρακολουθούν με ενδιαφέρον τη δίκη. (349, 387, 523, 459)
article-headline: Ο ΠΟΛΕΜΟΣ ΣΤΙΣ ΠΟΡΤΣΕΛΑΝΙΕΣ (1201, 557, 1315, 583)
article-headline: ΤΟ ΚΙΝΗΜΑ ΤΩΝ ΑΝΕΡΓΩΝ ΟΓΚΟΝΕΤΑΙ (1166, 97, 1552, 118)
article-headline: ΟΙ ΚΑΤΩΤΕΡΟΙ ΔΙΚΑΣΤΙΚΟΙ ΥΠΑΛΛΗΛΟΙ (965, 1103, 1139, 1129)
article-body: Σήμερα, στις 8 το πρωί, στο Κακουργιοδικείο Πειραιώς γίνεται η δίκη ενάντια στην Κεντρική Επιτροπή του Κομμουνιστικού Κόμματος. Οι κατηγορούμενοι ανέρχονται στους 13. Μεταξύ αυτών είνε και οι σύντροφοι Σιάντος, Χαϊτάς, Εξηκουστίδης, Τσατσάκης και άλλοι. Οι εργάτες και οι φτωχοί αγρότες παρακολουθούν με ενδιαφέρον τη δίκη. (955, 1129, 1149, 1192)
article-headline: ΤΡΟΠΟΠΟΙΗΣΗ ΣΤΟΝ ΠΑΝΕΠΙΣΤΗΜ. ΟΡΓΑΝΙΣΜΟ (756, 992, 932, 1018)
article-body: Σήμερα, στις 8 το πρωί, στο Κακουργιοδικείο Πειραιώς γίνεται η δίκη ενάντια στην Κεντρική Επιτροπή του Κομμουνιστικού Κόμματος. Οι κατηγορούμενοι ανέρχονται στους 13. Μεταξύ αυτών είνε και οι σύντροφοι Σιάντος, Χαϊτάς, Εξηκουστίδης, Τσατσάκης και άλλοι. Οι εργάτες και οι φτωχοί αγρότες παρακολουθούν με ενδιαφέρον τη δίκη. (535, 927, 733, 989)
article-body: Σήμερα, στις 8 το πρωί, στο Κακουργιοδικείο Πειραιώς γίνεται η δίκη ενάντια στην Κεντρική Επιτροπή του Κομμουνιστικού Κόμματος. Οι κατηγορούμενοι ανέρχονται στους 13. Μεταξύ αυτών είνε και οι σύντροφοι Σιάντος, Χαϊτάς, Εξηκουστίδης, Τσατσάκης και άλλοι. Οι εργάτες και οι φτωχοί αγρότες παρακολουθούν με ενδιαφέρον τη δίκη. (121, 593, 338, 656)
article-headline: Ο ΜΑΡΙΓΚΟΒΙΤΣ (1206, 960, 1310, 974)
article-body: Σήμερα, στις 8 το πρωί, στο Κακουργιοδικείο Πειραιώς γίνεται η δίκη ενάντια στην Κεντρική Επιτροπή του Κομμουνιστικού Κόμματος. Οι κατηγορούμενοι ανέρχονται στους 13. Μεταξύ αυτών είνε και οι σύντροφοι Σιάντος, Χαϊτάς, Εξηκουστίδης, Τσατσάκης και άλλοι. Οι εργάτες και οι φτωχοί αγρότες παρακολουθούν με ενδιαφέρον τη δίκη. (743, 420, 941, 482)
responsible-name: ΠΕΡΙΚΛΗΣ ΚΑΡΑΣΚΟΓΙΑΣ (122, 994, 261, 1006)
article-headline: ΔΕΝ ΕΙΝΕ ΣΠΑΝΙΟ ΓΕΓΟΝΟΣ (753, 1164, 935, 1178)
article-headline: ΤΟ ΣΗΜΕΡΙΝΟ ΔΙΑΒΗΜΑ ΤΗΣ ΚΟΕ (957, 1012, 1147, 1037)
article-body: Σήμερα, στις 8 το πρωί, στο Κακουργιοδικείο Πειραιώς γίνεται η δίκη ενάντια στην Κεντρική Επιτροπή του Κομμουνιστικού Κόμματος. Οι κατηγορούμενοι ανέρχονται στους 13. Μεταξύ αυτών είνε και οι σύντροφοι Σιάντος, Χαϊτάς, Εξηκουστίδης, Τσατσάκης και άλλοι. Οι εργάτες και οι φτωχοί αγρότες παρακολουθούν με ενδιαφέρον τη δίκη. (121, 680, 338, 743)
article-body: Σήμερα, στις 8 το πρωί, στο Κακουργιοδικείο Πειραιώς γίνεται η δίκη ενάντια στην Κεντρική Επιτροπή του Κομμουνιστικού Κόμματος. Οι κατηγορούμενοι ανέρχονται στους 13. Μεταξύ αυτών είνε και οι σύντροφοι Σιάντος, Χαϊτάς, Εξηκουστίδης, Τσατσάκης και άλλοι. Οι εργάτες και οι φτωχοί αγρότες παρακολουθούν με ενδιαφέρον τη δίκη. (121, 114, 338, 177)
article-body: Σήμερα, στις 8 το πρωί, στο Κακουργιοδικείο Πειραιώς γίνεται η δίκη ενάντια στην Κεντρική Επιτροπή του Κομμουνιστικού Κόμματος. Οι κατηγορούμενοι ανέρχονται στους 13. Μεταξύ αυτών είνε και οι σύντροφοι Σιάντος, Χαϊτάς, Εξηκουστίδης, Τσατσάκης και άλλοι. Οι εργάτες και οι φτωχοί αγρότες παρακολουθούν με ενδιαφέρον τη δίκη. (535, 263, 732, 326)
article-headline: Η ΑΝΕΡΓΙΑ ΤΩΝ ΚΑΠΝΕΡΓΑΤΩΝ (1206, 1049, 1310, 1075)
article-body: Σήμερα, στις 8 το πρωί, στο Κακουργιοδικείο Πειραιώς γίνεται η δίκη ενάντια στην Κεντρική Επιτροπή του Κομμουνιστικού Κόμματος. Οι κατηγορούμενοι ανέρχονται στους 13. Μεταξύ αυτών είνε και οι σύντροφοι Σιάντος, Χαϊτάς, Εξηκουστίδης, Τσατσάκης και άλλοι. Οι εργάτες και οι φτωχοί αγρότες παρακολουθούν με ενδιαφέρον τη δίκη. (535, 420, 732, 482)
article-body: Σήμερα, στις 8 το πρωί, στο Κακουργιοδικείο Πειραιώς γίνεται η δίκη ενάντια στην Κεντρική Επιτροπή του Κομμουνιστικού Κόμματος. Οι κατηγορούμενοι ανέρχονται στους 13. Μεταξύ αυτών είνε και οι σύντροφοι Σιάντος, Χαϊτάς, Εξηκουστίδης, Τσατσάκης και άλλοι. Οι εργάτες και οι φτωχοί αγρότες παρακολουθούν με ενδιαφέρον τη δίκη. (535, 197, 732, 259)
article-body: Σήμερα, στις 8 το πρωί, στο Κακουργιοδικείο Πειραιώς γίνεται η δίκη ενάντια στην Κεντρική Επιτροπή του Κομμουνιστικού Κόμματος. Οι κατηγορούμενοι ανέρχονται στους 13. Μεταξύ αυτών είνε και οι σύντροφοι Σιάντος, Χαϊτάς, Εξηκουστίδης, Τσατσάκης και άλλοι. Οι εργάτες και οι φτωχοί αγρότες παρακολουθούν με ενδιαφέρον τη δίκη. (1163, 1165, 1353, 1236)
article-subheadline: ΑΠΟ ΤΗ ΘΕΣΣΑΛΟΝΙΚΗ (558, 552, 709, 566)
article-body: Σήμερα, στις 8 το πρωί, στο Κακουργιοδικείο Πειραιώς γίνεται η δίκη ενάντια στην Κεντρική Επιτροπή του Κομμουνιστικού Κόμματος. Οι κατηγορούμενοι ανέρχονται στους 13. Μεταξύ αυτών είνε και οι σύντροφοι Σιάντος, Χαϊτάς, Εξηκουστίδης, Τσατσάκης και άλλοι. Οι εργάτες και οι φτωχοί αγρότες παρακολουθούν με ενδιαφέρον τη δίκη. (121, 266, 338, 329)
article-body: Σήμερα, στις 8 το πρωί, στο Κακουργιοδικείο Πειραιώς γίνεται η δίκη ενάντια στην Κεντρική Επιτροπή του Κομμουνιστικού Κόμματος. Οι κατηγορούμενοι ανέρχονται στους 13. Μεταξύ αυτών είνε και οι σύντροφοι Σιάντος, Χαϊτάς, Εξηκουστίδης, Τσατσάκης και άλλοι. Οι εργάτες και οι φτωχοί αγρότες παρακολουθούν με ενδιαφέρον τη δίκη. (952, 214, 1150, 277)
article-headline: Η ΠΡΟΕΚΛΟΓΙΚΗ ΜΑΣ (969, 751, 1135, 767)
article-headline: ΥΠΕΡ ΤΟΥ "ΡΙΖΟΣΠΑΣΤΗ" (146, 578, 313, 592)
article-body: Σήμερα, στις 8 το πρωί, στο Κακουργιοδικείο Πειραιώς γίνεται η δίκη ενάντια στην Κεντρική Επιτροπή του Κομμουνιστικού Κόμματος. Οι κατηγορούμενοι ανέρχονται στους 13. Μεταξύ αυτών είνε και οι σύντροφοι Σιάντος, Χαϊτάς, Εξηκουστίδης, Τσατσάκης και άλλοι. Οι εργάτες και οι φτωχοί αγρότες παρακολουθούν με ενδιαφέρον τη δίκη. (121, 508, 338, 570)
article-body: Σήμερα, στις 8 το πρωί, στο Κακουργιοδικείο Πειραιώς γίνεται η δίκη ενάντια στην Κεντρική Επιτροπή του Κομμουνιστικού Κόμματος. Οι κατηγορούμενοι ανέρχονται στους 13. Μεταξύ αυτών είνε και οι σύντροφοι Σιάντος, Χαϊτάς, Εξηκουστίδης, Τσατσάκης και άλλοι. Οι εργάτες και οι φτωχοί αγρότες παρακολουθούν με ενδιαφέρον τη δίκη. (349, 493, 523, 564)
article-body: Σήμερα, στις 8 το πρωί, στο Κακουργιοδικείο Πειραιώς γίνεται η δίκη ενάντια στην Κεντρική Επιτροπή του Κομμουνιστικού Κόμματος. Οι κατηγορούμενοι ανέρχονται στους 13. Μεταξύ αυτών είνε και οι σύντροφοι Σιάντος, Χαϊτάς, Εξηκουστίδης, Τσατσάκης και άλλοι. Οι εργάτες και οι φτωχοί αγρότες παρακολουθούν με ενδιαφέρον τη δίκη. (1365, 382, 1555, 454)
article-body: Σήμερα, στις 8 το πρωί, στο Κακουργιοδικείο Πειραιώς γίνεται η δίκη ενάντια στην Κεντρική Επιτροπή του Κομμουνιστικού Κόμματος. Οι κατηγορούμενοι ανέρχονται στους 13. Μεταξύ αυτών είνε και οι σύντροφοι Σιάντος, Χαϊτάς, Εξηκουστίδης, Τσατσάκης και άλλοι. Οι εργάτες και οι φτωχοί αγρότες παρακολουθούν με ενδιαφέρον τη δίκη. (1365, 890, 1555, 961)
article-headline: ΟΙ ΛΗΦΘΕΙΣΕΣ ΑΠΟΦΑΣΕΙΣ.-Η ΑΦΙΞΗ ΤΟΥ ΜΠΕΡΛΕ (593, 380, 1091, 401)
article-headline: ΑΠΟΚΛΕΙΣΜΟΣ ΤΩΝ ΠΟΛΩΝΩΝ ΚΟΜΜΟΥΝΙΣΤΩΝ ΒΟΥΛΕΥΤΩΝ (1167, 333, 1349, 370)
masthead (118, 6, 1554, 29)
article-headline: ΓΙΑ ΤΟΥΣ ΕΦΤΑ ΦΑΝΤΑΡΟΥΣ (386, 467, 486, 492)
article-headline: Ο ΠΑΘΟΥΣΜΟΣ ΤΟΥ ΒΕΛΓΙΟΥ ΚΑΙ ΤΗΣ ΙΑΠΩΝΙΑΣ (1365, 1065, 1555, 1091)
article-body: Σήμερα, στις 8 το πρωί, στο Κακουργιοδικείο Πειραιώς γίνεται η δίκη ενάντια στην Κεντρική Επιτροπή του Κομμουνιστικού Κόμματος. Οι κατηγορούμενοι ανέρχονται στους 13. Μεταξύ αυτών είνε και οι σύντροφοι Σιάντος, Χαϊτάς, Εξηκουστίδης, Τσατσάκης και άλλοι. Οι εργάτες και οι φτωχοί αγρότες παρακολουθούν με ενδιαφέρον τη δίκη. (535, 567, 732, 629)
article-body: Σήμερα, στις 8 το πρωί, στο Κακουργιοδικείο Πειραιώς γίνεται η δίκη ενάντια στην Κεντρική Επιτροπή του Κομμουνιστικού Κόμματος. Οι κατηγορούμενοι ανέρχονται στους 13. Μεταξύ αυτών είνε και οι σύντροφοι Σιάντος, Χαϊτάς, Εξηκουστίδης, Τσατσάκης και άλλοι. Οι εργάτες και οι φτωχοί αγρότες παρακολουθούν με ενδιαφέρον τη δίκη. (745, 1179, 943, 1242)
article-headline: Η ΕΚΜΕΤΑΛΛΕΥΣΗ ΤΗΣ ΟΥΛΕΝ ΣΤΗ ΔΡΑΜΑ (141, 84, 318, 114)
article-headline: ΤΑ ΕΠΙΔΟΜΑΤΑ ΑΝΕΡΓΙΑΣ ΤΩΝ ΚΑΠΝΕΡΓΑΤΩΝ (587, 897, 891, 911)
article-signature: ΠΡΟΛΕΤΑΡΙΟΣ (282, 965, 337, 974)
article-headline: ΣΙΔΕΡΗΣ Ο ΜΑΤΣΑΡΓΑΚΑΣ (1172, 1150, 1344, 1164)
article-subheadline: ΣΥΝΕΧΙΖΟΝΤΑΙ ΟΙ ΔΙΑΜΑΡΤΥΡΙΕΣ (897, 403, 1152, 419)
article-body: Σήμερα, στις 8 το πρωί, στο Κακουργιοδικείο Πειραιώς γίνεται η δίκη ενάντια στην Κεντρική Επιτροπή του Κομμουνιστικού Κόμματος. Οι κατηγορούμενοι ανέρχονται στους 13. Μεταξύ αυτών είνε και οι σύντροφοι Σιάντος, Χαϊτάς, Εξηκουστίδης, Τσατσάκης και άλλοι. Οι εργάτες και οι φτωχοί αγρότες παρακολουθούν με ενδιαφέρον τη δίκη. (1365, 778, 1555, 849)
lower-center-row (532, 889, 1152, 1277)
article-body: Σήμερα, στις 8 το πρωί, στο Κακουργιοδικείο Πειραιώς γίνεται η δίκη ενάντια στην Κεντρική Επιτροπή του Κομμουνιστικού Κόμματος. Οι κατηγορούμενοι ανέρχονται στους 13. Μεταξύ αυτών είνε και οι σύντροφοι Σιάντος, Χαϊτάς, Εξηκουστίδης, Τσατσάκης και άλλοι. Οι εργάτες και οι φτωχοί αγρότες παρακολουθούν με ενδιαφέρον τη δίκη. (1365, 1091, 1555, 1163)
article-headline: ΣΥΛΛΗΨΗ ΣΥΝΤΡΟΦΟΥ (769, 1084, 919, 1098)
article-body: Σήμερα, στις 8 το πρωί, στο Κακουργιοδικείο Πειραιώς γίνεται η δίκη ενάντια στην Κεντρική Επιτροπή του Κομμουνιστικού Κόμματος. Οι κατηγορούμενοι ανέρχονται στους 13. Μεταξύ αυτών είνε και οι σύντροφοι Σιάντος, Χαϊτάς, Εξηκουστίδης, Τσατσάκης και άλλοι. Οι εργάτες και οι φτωχοί αγρότες παρακολουθούν με ενδιαφέρον τη δίκη. (955, 946, 1149, 1009)
article-body: Σήμερα, στις 8 το πρωί, στο Κακουργιοδικείο Πειραιώς γίνεται η δίκη ενάντια στην Κεντρική Επιτροπή του Κομμουνιστικού Κόμματος. Οι κατηγορούμενοι ανέρχονται στους 13. Μεταξύ αυτών είνε και οι σύντροφοι Σιάντος, Χαϊτάς, Εξηκουστίδης, Τσατσάκης και άλλοι. Οι εργάτες και οι φτωχοί αγρότες παρακολουθούν με ενδιαφέρον τη δίκη. (743, 672, 941, 735)
article-body: Σήμερα, στις 8 το πρωί, στο Κακουργιοδικείο Πειραιώς γίνεται η δίκη ενάντια στην Κεντρική Επιτροπή του Κομμουνιστικού Κόμματος. Οι κατηγορούμενοι ανέρχονται στους 13. Μεταξύ αυτών είνε και οι σύντροφοι Σιάντος, Χαϊτάς, Εξηκουστίδης, Τσατσάκης και άλλοι. Οι εργάτες και οι φτωχοί αγρότες παρακολουθούν με ενδιαφέρον τη δίκη. (535, 486, 732, 549)
article-headline: ΑΛΛΗΛΟΓΡΑΦΙΑ (168, 664, 291, 680)
article-body: Σήμερα, στις 8 το πρωί, στο Κακουργιοδικείο Πειραιώς γίνεται η δίκη ενάντια στην Κεντρική Επιτροπή του Κομμουνιστικού Κόμματος. Οι κατηγορούμενοι ανέρχονται στους 13. Μεταξύ αυτών είνε και οι σύντροφοι Σιάντος, Χαϊτάς, Εξηκουστίδης, Τσατσάκης και άλλοι. Οι εργάτες και οι φτωχοί αγρότες παρακολουθούν με ενδιαφέρον τη δίκη. (121, 899, 338, 961)
article-subheadline: Ο 13ΟΣ ΜΙΣΘΟΣ (791, 803, 897, 817)
main-headline: Η ΣΗΜΕΡΙΝΗ ΜΕΓΑΛΗ ΔΙΚΗ (578, 34, 1106, 73)
article-headline: ΝΑ ΤΟΥΣ ΣΩΣΟΥΜΕ (156, 337, 303, 353)
article-subheadline: ΑΠΟ ΤΙΣ ΣΕΡΡΕΣ (788, 485, 896, 499)
article-subheadline: Η ΣΥΝΕΔΡΙΑΣΗ ΤΗΣ ΕΠΙΤΡΟΠΗΣ ΣΩΤΗΡΙΑΣ (768, 646, 916, 671)
main-headline-line3: ΤΟ ΚΟΜΜΟΥΝΙΣΤΙΚΟ ΚΟΜΜΑ ΓΙΑ ΤΟΥΣ ΑΓΩΝΕΣ ΤΟΥ (549, 98, 1135, 148)
article-body: Σήμερα, στις 8 το πρωί, στο Κακουργιοδικείο Πειραιώς γίνεται η δίκη ενάντια στην Κεντρική Επιτροπή του Κομμουνιστικού Κόμματος. Οι κατηγορούμενοι ανέρχονται στους 13. Μεταξύ αυτών είνε και οι σύντροφοι Σιάντος, Χαϊτάς, Εξηκουστίδης, Τσατσάκης και άλλοι. Οι εργάτες και οι φτωχοί αγρότες παρακολουθούν με ενδιαφέρον τη δίκη. (1163, 119, 1353, 191)
responsible-label: Υπεύθυνος: (122, 984, 174, 995)
article-body: Σήμερα, στις 8 το πρωί, στο Κακουργιοδικείο Πειραιώς γίνεται η δίκη ενάντια στην Κεντρική Επιτροπή του Κομμουνιστικού Κόμματος. Οι κατηγορούμενοι ανέρχονται στους 13. Μεταξύ αυτών είνε και οι σύντροφοι Σιάντος, Χαϊτάς, Εξηκουστίδης, Τσατσάκης και άλλοι. Οι εργάτες και οι φτωχοί αγρότες παρακολουθούν με ενδιαφέρον τη δίκη. (535, 993, 733, 1056)
article-headline: ΚΙΝΗΣΗ ΣΤΗ ΘΕΣΣΑΛΟΝΙΚΗ (962, 768, 1142, 782)
issue-date: ΠΕΜΠΤΗ 11 Δεκεμβρη (1400, 6, 1554, 21)
article-headline: ΠΡΕΠΕΙ ΝΑ ΑΠΑΝΤΗΣΕΤΕ (354, 648, 518, 662)
article-subheadline: ΑΠΟ ΤΗΝ ΚΑΡΔΙΤΣΑ (777, 566, 907, 580)
article-body: Σήμερα, στις 8 το πρωί, στο Κακουργιοδικείο Πειραιώς γίνεται η δίκη ενάντια στην Κεντρική Επιτροπή του Κομμουνιστικού Κόμματος. Οι κατηγορούμενοι ανέρχονται στους 13. Μεταξύ αυτών είνε και οι σύντροφοι Σιάντος, Χαϊτάς, Εξηκουστίδης, Τσατσάκης και άλλοι. Οι εργάτες και οι φτωχοί αγρότες παρακολουθούν με ενδιαφέρον τη δίκη. (121, 832, 338, 895)
